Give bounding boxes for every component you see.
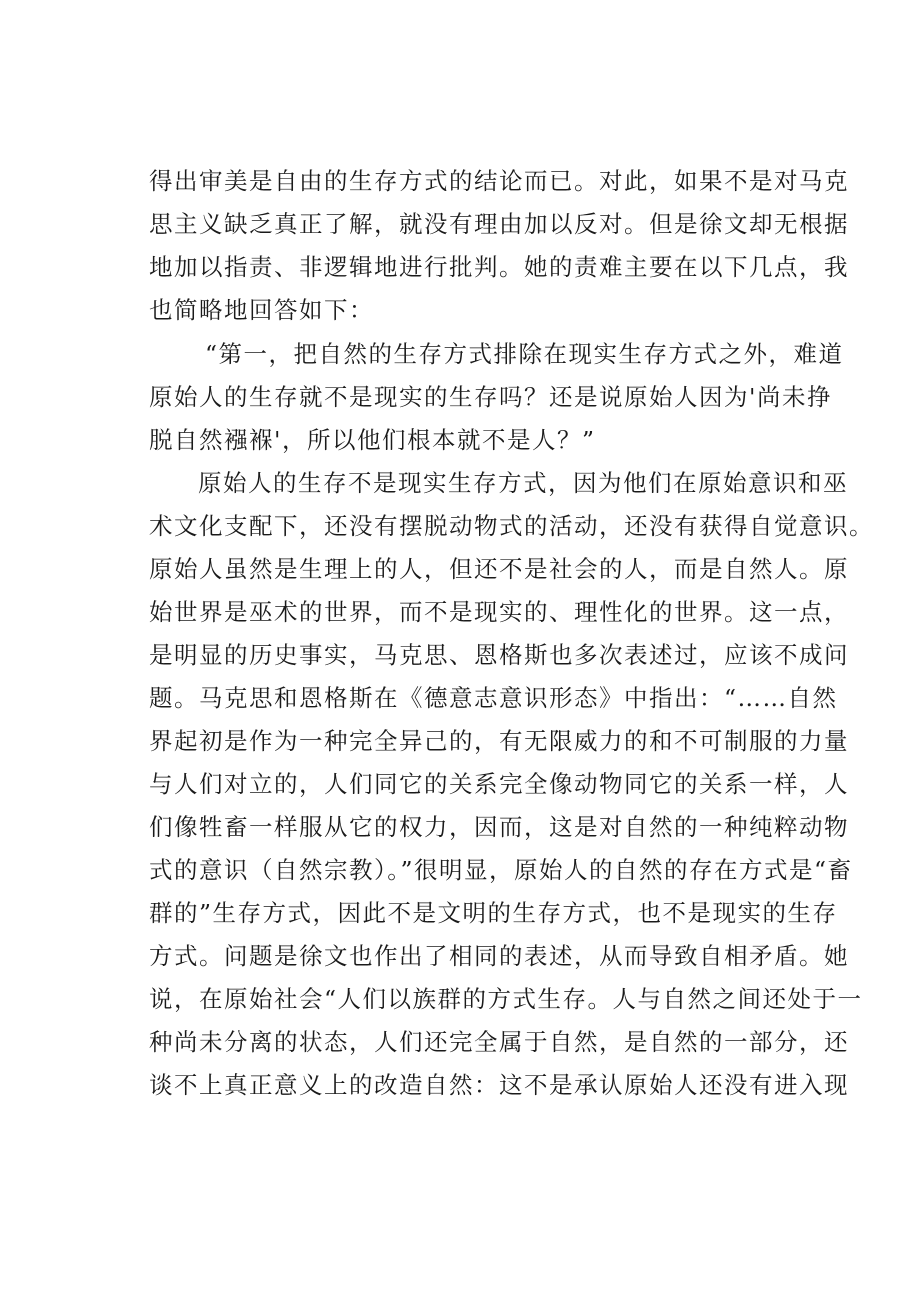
text-line: 题。马克思和恩格斯在《德意志意识形态》中指出：“……自然 [149, 684, 838, 712]
text-line: 是明显的历史事实，马克思、恩格斯也多次表述过，应该不成问 [149, 641, 849, 669]
text-line: 谈不上真正意义上的改造自然：这不是承认原始人还没有进入现 [149, 1071, 849, 1099]
text-line: 得出审美是自由的生存方式的结论而已。对此，如果不是对马克 [149, 167, 849, 195]
text-line: 种尚未分离的状态，人们还完全属于自然，是自然的一部分，还 [149, 1028, 849, 1056]
text-line: 界起初是作为一种完全异己的，有无限威力的和不可制服的力量 [149, 727, 849, 755]
text-line: 与人们对立的，人们同它的关系完全像动物同它的关系一样，人 [149, 770, 849, 798]
text-line: 术文化支配下，还没有摆脱动物式的活动，还没有获得自觉意识。 [149, 512, 874, 540]
text-line: 思主义缺乏真正了解，就没有理由加以反对。但是徐文却无根据 [149, 210, 849, 238]
text-line: 群的”生存方式，因此不是文明的生存方式，也不是现实的生存 [149, 899, 838, 927]
text-line: 们像牲畜一样服从它的权力，因而，这是对自然的一种纯粹动物 [149, 813, 849, 841]
text-line: 原始人虽然是生理上的人，但还不是社会的人，而是自然人。原 [149, 555, 849, 583]
text-line: 原始人的生存不是现实生存方式，因为他们在原始意识和巫 [198, 469, 848, 497]
text-line: 脱自然襁褓'，所以他们根本就不是人？” [149, 426, 596, 454]
text-line: 地加以指责、非逻辑地进行批判。她的责难主要在以下几点，我 [149, 253, 849, 281]
text-line: 也简略地回答如下： [149, 296, 374, 324]
text-line: 始世界是巫术的世界，而不是现实的、理性化的世界。这一点， [149, 598, 849, 626]
text-line: 方式。问题是徐文也作出了相同的表述，从而导致自相矛盾。她 [149, 942, 849, 970]
text-line: 式的意识（自然宗教）。”很明显，原始人的自然的存在方式是“畜 [149, 856, 853, 884]
text-line: 说，在原始社会“人们以族群的方式生存。人与自然之间还处于一 [149, 985, 863, 1013]
text-line: 原始人的生存就不是现实的生存吗？还是说原始人因为'尚未挣 [149, 383, 832, 411]
text-line: “第一，把自然的生存方式排除在现实生存方式之外，难道 [205, 340, 844, 368]
